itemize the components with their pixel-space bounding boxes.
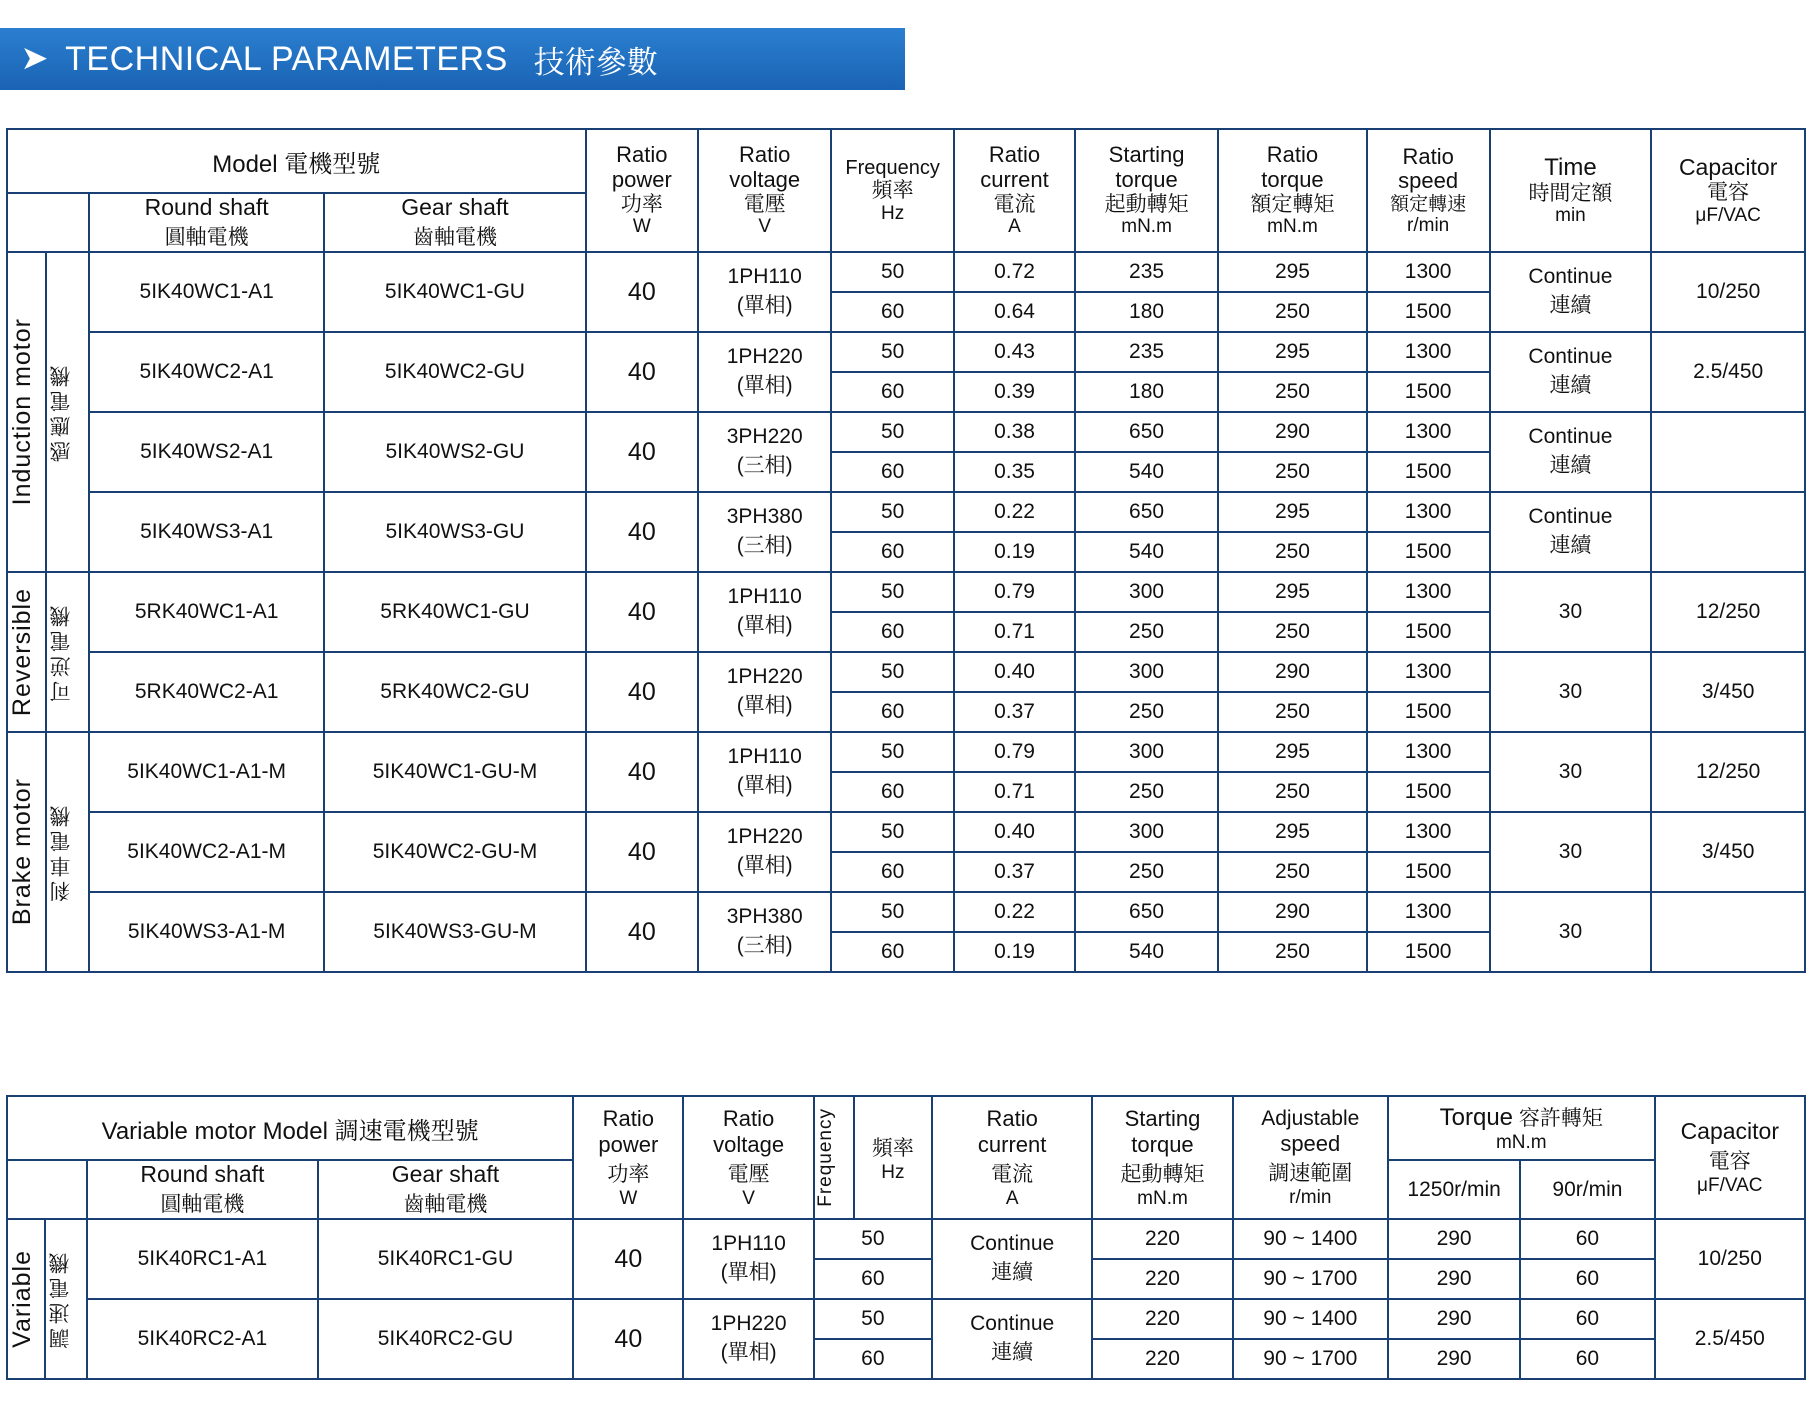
cell-ratio-speed: 1300 — [1367, 732, 1490, 772]
model-gear-shaft: 5IK40RC1-GU — [318, 1219, 574, 1299]
cell-frequency: 50 — [831, 252, 954, 292]
cell-ratio-speed: 1300 — [1367, 412, 1490, 452]
cell-ratio-speed: 1500 — [1367, 612, 1490, 652]
cell-torque-90: 60 — [1520, 1219, 1654, 1259]
cell-current: 0.71 — [954, 772, 1075, 812]
header-ratio-power: Ratio power 功率 W — [573, 1096, 683, 1219]
cell-voltage: 1PH110 (單相) — [683, 1219, 813, 1299]
model-gear-shaft: 5IK40WC2-GU — [324, 332, 585, 412]
section-header-banner — [0, 28, 905, 90]
cell-starting-torque: 300 — [1075, 652, 1218, 692]
table-row — [7, 572, 1805, 612]
cell-power: 40 — [586, 492, 699, 572]
header-frequency-cn: 頻率 Hz — [854, 1096, 932, 1219]
model-gear-shaft: 5RK40WC1-GU — [324, 572, 585, 652]
cell-power: 40 — [573, 1299, 683, 1379]
cell-time: 30 — [1490, 812, 1652, 892]
category-induction-motor: Induction motor — [7, 252, 46, 572]
banner-title-cn: 技術參數 — [533, 44, 658, 80]
arrow-icon: ➤ — [22, 42, 48, 75]
cell-capacitor — [1651, 412, 1805, 492]
cell-current: 0.79 — [954, 572, 1075, 612]
cell-current: 0.40 — [954, 812, 1075, 852]
cell-ratio-speed: 1500 — [1367, 932, 1490, 972]
category-reversible-cn: 可逆電機 — [46, 572, 89, 732]
cell-power: 40 — [586, 652, 699, 732]
cell-torque-90: 60 — [1520, 1259, 1654, 1299]
cell-ratio-speed: 1300 — [1367, 332, 1490, 372]
cell-current: 0.43 — [954, 332, 1075, 372]
header-starting-torque: Starting torque 起動轉矩 mN.m — [1075, 129, 1218, 252]
model-round-shaft: 5IK40RC2-A1 — [87, 1299, 318, 1379]
cell-torque-1250: 290 — [1388, 1299, 1520, 1339]
cell-capacitor: 10/250 — [1655, 1219, 1805, 1299]
cell-ratio-torque: 295 — [1218, 252, 1366, 292]
category-induction-motor-cn: 感應電機 — [46, 252, 89, 572]
cell-ratio-torque: 295 — [1218, 732, 1366, 772]
cell-ratio-speed: 1500 — [1367, 452, 1490, 492]
cell-ratio-torque: 295 — [1218, 812, 1366, 852]
cell-frequency: 50 — [814, 1219, 932, 1259]
table-header-row-1 — [7, 129, 1805, 193]
cell-adjustable-speed: 90 ~ 1700 — [1233, 1259, 1388, 1299]
cell-current: 0.38 — [954, 412, 1075, 452]
model-round-shaft: 5IK40WS3-A1-M — [89, 892, 324, 972]
header-variable-model-group: Variable motor Model 調速電機型號 — [7, 1096, 573, 1160]
cell-starting-torque: 180 — [1075, 372, 1218, 412]
cell-frequency: 50 — [814, 1299, 932, 1339]
cell-time: 30 — [1490, 652, 1652, 732]
header-model-group: Model 電機型號 — [7, 129, 586, 193]
cell-frequency: 60 — [831, 772, 954, 812]
header-frequency: Frequency — [814, 1096, 854, 1219]
cell-starting-torque: 180 — [1075, 292, 1218, 332]
category-brake-motor-cn: 剎車電機 — [46, 732, 89, 972]
cell-ratio-torque: 250 — [1218, 932, 1366, 972]
cell-current: 0.37 — [954, 852, 1075, 892]
header-frequency: Frequency 頻率 Hz — [831, 129, 954, 252]
table-row — [7, 252, 1805, 292]
cell-ratio-torque: 250 — [1218, 772, 1366, 812]
cell-ratio-torque: 295 — [1218, 572, 1366, 612]
model-round-shaft: 5IK40WC2-A1-M — [89, 812, 324, 892]
cell-torque-90: 60 — [1520, 1299, 1654, 1339]
cell-ratio-torque: 250 — [1218, 532, 1366, 572]
cell-current: 0.22 — [954, 492, 1075, 532]
header-ratio-current: Ratio current 電流 A — [954, 129, 1075, 252]
cell-current: 0.71 — [954, 612, 1075, 652]
header-ratio-voltage: Ratio voltage 電壓 V — [683, 1096, 813, 1219]
model-gear-shaft: 5IK40RC2-GU — [318, 1299, 574, 1379]
cell-time: 30 — [1490, 572, 1652, 652]
cell-frequency: 50 — [831, 332, 954, 372]
cell-power: 40 — [586, 332, 699, 412]
model-round-shaft: 5IK40RC1-A1 — [87, 1219, 318, 1299]
cell-torque-1250: 290 — [1388, 1219, 1520, 1259]
cell-power: 40 — [586, 812, 699, 892]
category-reversible: Reversible — [7, 572, 46, 732]
model-round-shaft: 5RK40WC1-A1 — [89, 572, 324, 652]
model-round-shaft: 5IK40WS2-A1 — [89, 412, 324, 492]
cell-ratio-speed: 1500 — [1367, 852, 1490, 892]
header-time: Time 時間定額 min — [1490, 129, 1652, 252]
cell-frequency: 60 — [831, 692, 954, 732]
cell-torque-90: 60 — [1520, 1339, 1654, 1379]
cell-starting-torque: 650 — [1075, 892, 1218, 932]
table-row — [7, 892, 1805, 932]
model-round-shaft: 5IK40WC1-A1-M — [89, 732, 324, 812]
cell-voltage: 1PH220 (單相) — [683, 1299, 813, 1379]
cell-starting-torque: 650 — [1075, 412, 1218, 452]
table-row — [7, 732, 1805, 772]
cell-time: 30 — [1490, 892, 1652, 972]
cell-starting-torque: 650 — [1075, 492, 1218, 532]
header-torque-90: 90r/min — [1520, 1160, 1654, 1219]
cell-time: Continue 連續 — [1490, 252, 1652, 332]
header-ratio-current: Ratio current 電流 A — [932, 1096, 1092, 1219]
induction-reversible-brake-motor-table — [6, 128, 1806, 973]
cell-starting-torque: 220 — [1092, 1299, 1232, 1339]
cell-frequency: 60 — [831, 852, 954, 892]
cell-frequency: 60 — [831, 372, 954, 412]
cell-ratio-speed: 1500 — [1367, 772, 1490, 812]
cell-current: 0.40 — [954, 652, 1075, 692]
cell-power: 40 — [586, 412, 699, 492]
table-row — [7, 332, 1805, 372]
cell-starting-torque: 540 — [1075, 932, 1218, 972]
cell-frequency: 60 — [831, 292, 954, 332]
cell-current: 0.72 — [954, 252, 1075, 292]
header-starting-torque: Starting torque 起動轉矩 mN.m — [1092, 1096, 1232, 1219]
cell-voltage: 3PH380 (三相) — [698, 892, 831, 972]
model-gear-shaft: 5IK40WS3-GU-M — [324, 892, 585, 972]
model-round-shaft: 5RK40WC2-A1 — [89, 652, 324, 732]
header-category-spacer — [7, 193, 89, 252]
cell-current: 0.39 — [954, 372, 1075, 412]
cell-voltage: 1PH220 (單相) — [698, 332, 831, 412]
cell-starting-torque: 250 — [1075, 612, 1218, 652]
banner-title-en: TECHNICAL PARAMETERS — [65, 39, 508, 78]
cell-voltage: 1PH110 (單相) — [698, 732, 831, 812]
cell-current: Continue 連續 — [932, 1219, 1092, 1299]
cell-capacitor: 3/450 — [1651, 812, 1805, 892]
cell-frequency: 50 — [831, 492, 954, 532]
cell-torque-1250: 290 — [1388, 1259, 1520, 1299]
cell-starting-torque: 300 — [1075, 572, 1218, 612]
cell-frequency: 50 — [831, 572, 954, 612]
table-row — [7, 1299, 1805, 1339]
cell-capacitor — [1651, 892, 1805, 972]
header-ratio-voltage: Ratio voltage 電壓 V — [698, 129, 831, 252]
table2-header-row-1 — [7, 1096, 1805, 1160]
model-round-shaft: 5IK40WS3-A1 — [89, 492, 324, 572]
model-round-shaft: 5IK40WC1-A1 — [89, 252, 324, 332]
cell-current: 0.19 — [954, 932, 1075, 972]
cell-starting-torque: 220 — [1092, 1259, 1232, 1299]
cell-capacitor: 12/250 — [1651, 732, 1805, 812]
cell-ratio-torque: 250 — [1218, 372, 1366, 412]
cell-capacitor: 3/450 — [1651, 652, 1805, 732]
cell-frequency: 60 — [831, 612, 954, 652]
category-variable: Variable — [7, 1219, 45, 1379]
cell-power: 40 — [586, 892, 699, 972]
header-capacitor: Capacitor 電容 μF/VAC — [1651, 129, 1805, 252]
cell-capacitor: 12/250 — [1651, 572, 1805, 652]
cell-starting-torque: 300 — [1075, 812, 1218, 852]
cell-ratio-torque: 250 — [1218, 692, 1366, 732]
cell-ratio-speed: 1300 — [1367, 572, 1490, 612]
variable-motor-table — [6, 1095, 1806, 1380]
cell-starting-torque: 220 — [1092, 1339, 1232, 1379]
cell-frequency: 60 — [831, 452, 954, 492]
table-row — [7, 652, 1805, 692]
header-gear-shaft: Gear shaft 齒軸電機 — [324, 193, 585, 252]
cell-starting-torque: 250 — [1075, 772, 1218, 812]
cell-current: 0.79 — [954, 732, 1075, 772]
cell-ratio-torque: 290 — [1218, 412, 1366, 452]
cell-frequency: 60 — [831, 532, 954, 572]
table-row — [7, 812, 1805, 852]
cell-capacitor: 10/250 — [1651, 252, 1805, 332]
cell-frequency: 50 — [831, 732, 954, 772]
cell-voltage: 3PH220 (三相) — [698, 412, 831, 492]
header-ratio-power: Ratio power 功率 W — [586, 129, 699, 252]
cell-adjustable-speed: 90 ~ 1400 — [1233, 1299, 1388, 1339]
cell-starting-torque: 220 — [1092, 1219, 1232, 1259]
cell-power: 40 — [573, 1219, 683, 1299]
table-row — [7, 1219, 1805, 1259]
cell-ratio-speed: 1500 — [1367, 292, 1490, 332]
cell-time: 30 — [1490, 732, 1652, 812]
header-ratio-speed: Ratio speed 額定轉速 r/min — [1367, 129, 1490, 252]
cell-frequency: 50 — [831, 412, 954, 452]
cell-voltage: 3PH380 (三相) — [698, 492, 831, 572]
cell-ratio-speed: 1500 — [1367, 372, 1490, 412]
cell-frequency: 60 — [814, 1339, 932, 1379]
cell-current: 0.35 — [954, 452, 1075, 492]
category-variable-cn: 調速電機 — [45, 1219, 87, 1379]
cell-ratio-speed: 1300 — [1367, 812, 1490, 852]
cell-current: 0.22 — [954, 892, 1075, 932]
cell-current: 0.37 — [954, 692, 1075, 732]
cell-ratio-speed: 1300 — [1367, 252, 1490, 292]
cell-ratio-torque: 295 — [1218, 492, 1366, 532]
table-row — [7, 492, 1805, 532]
cell-capacitor: 2.5/450 — [1651, 332, 1805, 412]
cell-ratio-torque: 250 — [1218, 452, 1366, 492]
model-gear-shaft: 5IK40WS2-GU — [324, 412, 585, 492]
cell-frequency: 50 — [831, 892, 954, 932]
cell-adjustable-speed: 90 ~ 1400 — [1233, 1219, 1388, 1259]
cell-starting-torque: 235 — [1075, 332, 1218, 372]
cell-ratio-speed: 1300 — [1367, 492, 1490, 532]
cell-voltage: 1PH110 (單相) — [698, 572, 831, 652]
cell-ratio-torque: 290 — [1218, 652, 1366, 692]
cell-ratio-speed: 1300 — [1367, 892, 1490, 932]
cell-capacitor: 2.5/450 — [1655, 1299, 1805, 1379]
model-gear-shaft: 5IK40WC1-GU — [324, 252, 585, 332]
category-brake-motor: Brake motor — [7, 732, 46, 972]
header-torque-1250: 1250r/min — [1388, 1160, 1520, 1219]
cell-starting-torque: 250 — [1075, 692, 1218, 732]
cell-ratio-speed: 1300 — [1367, 652, 1490, 692]
cell-frequency: 50 — [831, 652, 954, 692]
header-torque-group: Torque 容許轉矩 mN.m — [1388, 1096, 1655, 1160]
model-gear-shaft: 5IK40WC2-GU-M — [324, 812, 585, 892]
table-row — [7, 412, 1805, 452]
cell-power: 40 — [586, 732, 699, 812]
cell-voltage: 1PH220 (單相) — [698, 812, 831, 892]
header-adjustable-speed: Adjustable speed 調速範圍 r/min — [1233, 1096, 1388, 1219]
cell-starting-torque: 250 — [1075, 852, 1218, 892]
cell-adjustable-speed: 90 ~ 1700 — [1233, 1339, 1388, 1379]
header-round-shaft: Round shaft 圓軸電機 — [87, 1160, 318, 1219]
cell-power: 40 — [586, 252, 699, 332]
cell-current: 0.19 — [954, 532, 1075, 572]
cell-ratio-torque: 250 — [1218, 292, 1366, 332]
cell-ratio-torque: 290 — [1218, 892, 1366, 932]
cell-current: 0.64 — [954, 292, 1075, 332]
model-gear-shaft: 5IK40WS3-GU — [324, 492, 585, 572]
cell-ratio-speed: 1500 — [1367, 692, 1490, 732]
cell-time: Continue 連續 — [1490, 412, 1652, 492]
header-gear-shaft: Gear shaft 齒軸電機 — [318, 1160, 574, 1219]
model-round-shaft: 5IK40WC2-A1 — [89, 332, 324, 412]
cell-frequency: 60 — [831, 932, 954, 972]
header-category-spacer — [7, 1160, 87, 1219]
cell-ratio-speed: 1500 — [1367, 532, 1490, 572]
cell-voltage: 1PH110 (單相) — [698, 252, 831, 332]
cell-ratio-torque: 295 — [1218, 332, 1366, 372]
cell-torque-1250: 290 — [1388, 1339, 1520, 1379]
cell-starting-torque: 540 — [1075, 532, 1218, 572]
model-gear-shaft: 5RK40WC2-GU — [324, 652, 585, 732]
cell-starting-torque: 300 — [1075, 732, 1218, 772]
cell-voltage: 1PH220 (單相) — [698, 652, 831, 732]
cell-time: Continue 連續 — [1490, 492, 1652, 572]
cell-frequency: 60 — [814, 1259, 932, 1299]
header-round-shaft: Round shaft 圓軸電機 — [89, 193, 324, 252]
cell-starting-torque: 540 — [1075, 452, 1218, 492]
cell-ratio-torque: 250 — [1218, 852, 1366, 892]
cell-current: Continue 連續 — [932, 1299, 1092, 1379]
header-ratio-torque: Ratio torque 額定轉矩 mN.m — [1218, 129, 1366, 252]
cell-ratio-torque: 250 — [1218, 612, 1366, 652]
cell-power: 40 — [586, 572, 699, 652]
cell-frequency: 50 — [831, 812, 954, 852]
header-capacitor: Capacitor 電容 μF/VAC — [1655, 1096, 1805, 1219]
cell-time: Continue 連續 — [1490, 332, 1652, 412]
cell-starting-torque: 235 — [1075, 252, 1218, 292]
model-gear-shaft: 5IK40WC1-GU-M — [324, 732, 585, 812]
cell-capacitor — [1651, 492, 1805, 572]
